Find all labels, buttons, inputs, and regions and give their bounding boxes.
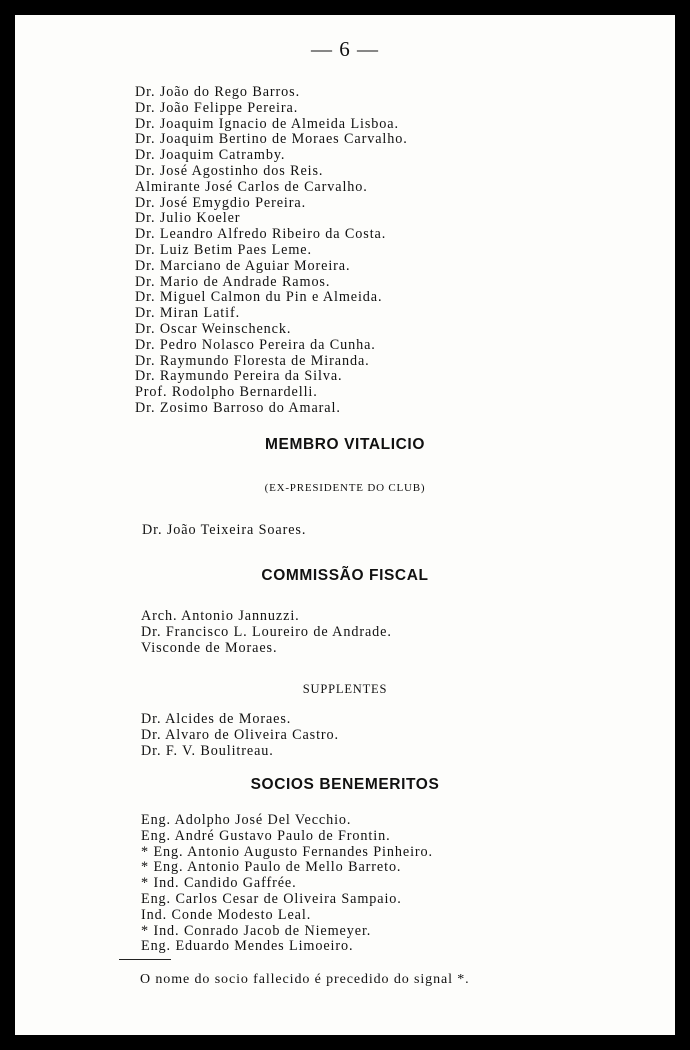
list-item: Dr. Raymundo Floresta de Miranda. (135, 352, 370, 369)
list-item: Dr. Francisco L. Loureiro de Andrade. (141, 623, 392, 640)
commissao-fiscal-heading: COMMISSÃO FISCAL (261, 567, 429, 584)
list-item: * Ind. Candido Gaffrée. (141, 875, 297, 892)
list-item: Dr. Alvaro de Oliveira Castro. (141, 726, 339, 743)
membro-vitalicio-heading: MEMBRO VITALICIO (265, 436, 425, 453)
list-item: Dr. Joaquim Catramby. (135, 147, 286, 164)
list-item: Dr. Mario de Andrade Ramos. (135, 273, 331, 290)
list-item: Dr. João do Rego Barros. (135, 84, 301, 100)
list-item: Prof. Rodolpho Bernardelli. (135, 384, 318, 401)
list-item: Dr. Miguel Calmon du Pin e Almeida. (135, 289, 383, 306)
footnote-divider (119, 959, 171, 960)
supplentes-heading: SUPPLENTES (302, 682, 388, 696)
list-item: Dr. Joaquim Ignacio de Almeida Lisboa. (135, 115, 399, 132)
list-item: Dr. José Agostinho dos Reis. (135, 162, 324, 179)
list-item: Visconde de Moraes. (141, 639, 278, 656)
page-number: — 6 — (311, 37, 379, 61)
list-item: Eng. Carlos Cesar de Oliveira Sampaio. (141, 890, 402, 907)
list-item: Dr. Raymundo Pereira da Silva. (135, 368, 343, 385)
list-item: Dr. Luiz Betim Paes Leme. (135, 241, 312, 258)
list-item: Dr. Julio Koeler (135, 210, 241, 227)
list-item: Dr. João Teixeira Soares. (142, 522, 307, 538)
list-item: Dr. F. V. Boulitreau. (141, 742, 274, 759)
supplentes-list (141, 712, 339, 759)
membro-vitalicio-list (142, 523, 306, 539)
list-item: Dr. Pedro Nolasco Pereira da Cunha. (135, 336, 376, 353)
socios-benemeritos-heading: SOCIOS BENEMERITOS (250, 776, 440, 793)
members-list (135, 85, 408, 417)
list-item: Dr. Leandro Alfredo Ribeiro da Costa. (135, 226, 387, 243)
list-item: Dr. Miran Latif. (135, 305, 241, 322)
list-item: Arch. Antonio Jannuzzi. (141, 608, 300, 624)
document-page (15, 15, 675, 1035)
list-item: Dr. José Emygdio Pereira. (135, 194, 307, 211)
list-item: Dr. Joaquim Bertino de Moraes Carvalho. (135, 131, 408, 148)
list-item: Almirante José Carlos de Carvalho. (135, 178, 368, 195)
list-item: * Ind. Conrado Jacob de Niemeyer. (141, 922, 372, 939)
list-item: Dr. Marciano de Aguiar Moreira. (135, 257, 351, 274)
list-item: * Eng. Antonio Augusto Fernandes Pinheiro. (141, 843, 433, 860)
list-item: * Eng. Antonio Paulo de Mello Barreto. (141, 859, 402, 876)
list-item: Dr. João Felippe Pereira. (135, 99, 299, 116)
footnote: O nome do socio fallecido é precedido do signal *. (140, 972, 470, 987)
list-item: Ind. Conde Modesto Leal. (141, 906, 312, 923)
socios-benemeritos-list (141, 813, 433, 955)
commissao-fiscal-list (141, 609, 392, 656)
list-item: Dr. Oscar Weinschenck. (135, 320, 292, 337)
ex-presidente-subheading: (EX-PRESIDENTE DO CLUB) (264, 482, 426, 494)
list-item: Dr. Zosimo Barroso do Amaral. (135, 399, 341, 416)
list-item: Eng. Adolpho José Del Vecchio. (141, 812, 352, 828)
list-item: Eng. André Gustavo Paulo de Frontin. (141, 827, 391, 844)
list-item: Eng. Eduardo Mendes Limoeiro. (141, 938, 354, 955)
list-item: Dr. Alcides de Moraes. (141, 711, 292, 727)
